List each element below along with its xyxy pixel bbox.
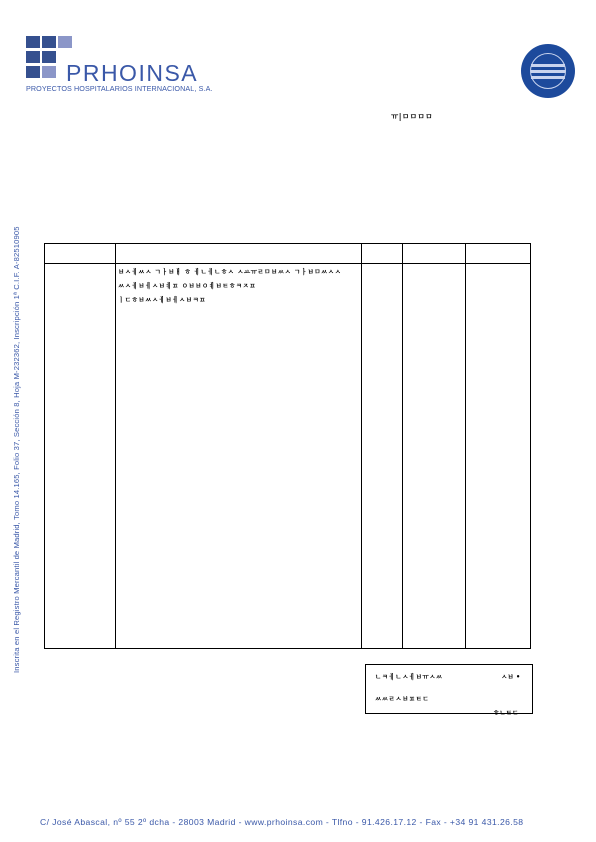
company-logo <box>26 36 256 96</box>
registry-text: Inscrita en el Registro Mercantil de Madrid, Tomo 14.165, Folio 37, Sección 8, Hoja M-232362, Inscripción 1ª C.I.F. A-82510905 <box>12 226 21 673</box>
column-divider <box>402 244 403 648</box>
totals-row2-label: ㅆㅆㄹㅅㅂㅍㅌㄷ <box>375 695 430 703</box>
table-header-divider <box>45 263 530 264</box>
footer-address: C/ José Abascal, nº 55 2º dcha - 28003 Madrid - www.prhoinsa.com - Tlfno - 91.426.17.12 - Fax - +34 91 431.26.58 <box>40 817 524 827</box>
company-subtitle: PROYECTOS HOSPITALARIOS INTERNACIONAL, S.A. <box>26 84 213 93</box>
column-divider <box>465 244 466 648</box>
totals-row1-value: ㅅㅂ • <box>501 673 521 681</box>
company-name: PRHOINSA <box>66 60 199 86</box>
items-table <box>44 243 531 649</box>
document-label: ㅠ|ㅁㅁㅁㅁ <box>391 112 433 121</box>
item-description <box>118 265 368 307</box>
column-divider <box>115 244 116 648</box>
totals-row2-value: ㅎㄴㅌㄷ <box>493 709 519 717</box>
description-line: ㅣㄷㅎㅂㅆㅅㅔㅂㅔㅅㅂㅋㅍ <box>118 296 207 304</box>
description-line: ㅆㅅㅔㅂㅔㅅㅂㅖㅍ ㅇㅂㅂㅇㅖㅂㅌㅎㅋㅈㅍ <box>118 282 257 290</box>
certification-seal-icon <box>521 44 575 98</box>
description-line: ㅂㅅㅔㅆㅅ ㄱㅏㅂㅐ ㅎ ㅔㄴㅔㄴㅎㅅ ㅅㅛㅠㄹㅁㅂㅆㅅ ㄱㅏㅂㅁㅆㅅㅅ <box>118 268 342 276</box>
totals-row1-label: ㄴㅋㅔㄴㅅㅔㅂㅠㅅㅆ <box>375 673 443 681</box>
